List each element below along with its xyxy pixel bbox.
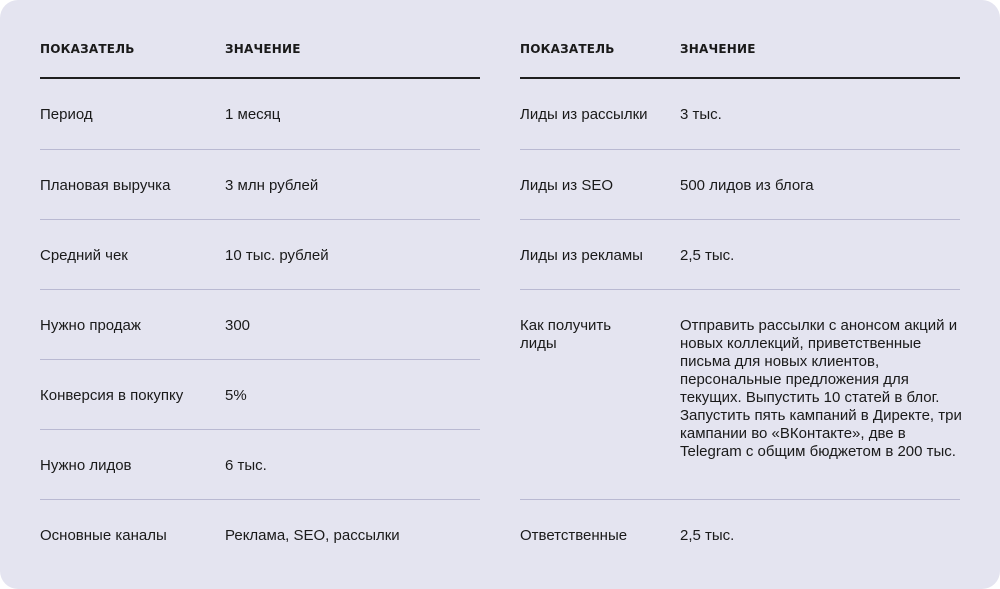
table-header — [40, 0, 480, 79]
table-header — [520, 0, 960, 79]
row-value: 6 тыс. — [225, 457, 267, 474]
row-label: Средний чек — [40, 247, 128, 264]
table-row — [40, 430, 480, 500]
table-row — [40, 500, 480, 570]
row-value: 10 тыс. рублей — [225, 247, 329, 264]
row-label: Лиды из рассылки — [520, 106, 648, 123]
header-indicator: ПОКАЗАТЕЛЬ — [40, 42, 135, 56]
table-row — [520, 500, 960, 570]
row-value: 3 млн рублей — [225, 177, 319, 194]
row-value: Отправить рассылки с анонсом акций и новых коллекций, приветственные письма для новых клиентов, персональные предложения для текущих. Выпустить 10 статей в блог. Запустить пять кампаний в Директе, три кампании во «ВКонтакте», две в Telegram с общим бюджетом в 200 тыс. — [680, 317, 962, 460]
left-metrics-table — [40, 0, 480, 570]
right-metrics-table — [520, 0, 960, 570]
row-label: Плановая выручка — [40, 177, 171, 194]
table-row — [40, 220, 480, 290]
table-row — [40, 150, 480, 220]
row-label: Ответственные — [520, 527, 628, 544]
table-row — [520, 290, 960, 500]
table-row — [40, 290, 480, 360]
row-label: Основные каналы — [40, 527, 167, 544]
row-label: Нужно продаж — [40, 317, 141, 334]
row-value: 2,5 тыс. — [680, 247, 735, 264]
row-value: 3 тыс. — [680, 106, 722, 123]
row-value: 5% — [225, 387, 247, 404]
row-label: Лиды из рекламы — [520, 247, 643, 264]
table-row — [40, 79, 480, 150]
row-label: Как получить лиды — [520, 317, 612, 352]
row-label: Лиды из SEO — [520, 177, 614, 194]
row-value: Реклама, SEO, рассылки — [225, 527, 400, 544]
table-row — [520, 220, 960, 290]
header-value: ЗНАЧЕНИЕ — [225, 42, 301, 56]
row-label: Нужно лидов — [40, 457, 132, 474]
row-value: 2,5 тыс. — [680, 527, 735, 544]
row-value: 500 лидов из блога — [680, 177, 814, 194]
table-row — [520, 79, 960, 150]
row-value: 1 месяц — [225, 106, 281, 123]
row-label: Конверсия в покупку — [40, 387, 184, 404]
row-value: 300 — [225, 317, 251, 334]
row-label: Период — [40, 106, 93, 123]
table-row — [40, 360, 480, 430]
header-value: ЗНАЧЕНИЕ — [680, 42, 756, 56]
table-row — [520, 150, 960, 220]
header-indicator: ПОКАЗАТЕЛЬ — [520, 42, 615, 56]
